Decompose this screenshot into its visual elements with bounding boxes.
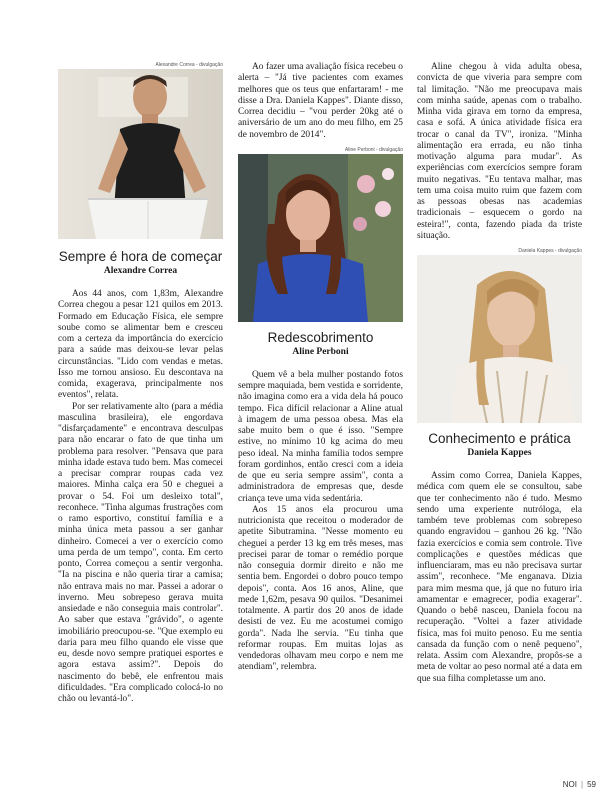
paragraph: Aos 44 anos, com 1,83m, Alexandre Correa chegou a pesar 121 quilos em 2013. Formado em Educação Física, ele sempre soube como se alimentar bem e cresceu com a certeza da importância do exercício para a saúde mas deixou-se levar pelas circunstâncias. "Lido com vendas e metas. Isso me tornou ansioso. Eu descontava na comida, exagerava, principalmente nos eventos", relata. bbox=[58, 289, 223, 401]
paragraph: Quem vê a bela mulher postando fotos sempre maquiada, bem vestida e sorridente, não imagina como era a vida dela há pouco tempo. Fica difícil relacionar a Aline atual à imagem de uma pessoa obesa. Mas ela sabe muito bem o que é isso. "Sempre estive, no mínimo 10 kg acima do meu peso ideal. Na minha família todos sempre foram gordinhos, então cresci com a ideia de que eu seria sempre assim", conta a administradora de empresas que, desde criança teve uma vida sedentária. bbox=[238, 369, 403, 504]
photo-daniela-kappes bbox=[417, 255, 582, 423]
column-3 bbox=[417, 62, 582, 685]
column-2 bbox=[238, 62, 403, 674]
column-1 bbox=[58, 62, 223, 705]
page-footer bbox=[563, 780, 596, 789]
photo-credit: Daniela Kappes - divulgação bbox=[518, 248, 582, 254]
section-title: Redescobrimento bbox=[267, 329, 374, 345]
photo-credit: Aline Perboni - divulgação bbox=[344, 146, 403, 153]
paragraph: Ao fazer uma avaliação física recebeu o alerta – "Já tive pacientes com exames melhores que os teus que enfartaram! - me disse a Dra. Daniela Kappes". Diante disso, Correa decidiu – "vou perder 20kg até o aniversário de um ano do meu filho, em 25 de novembro de 2014". bbox=[238, 62, 403, 140]
photo-alexandre-correa bbox=[58, 69, 223, 239]
photo-aline-perboni bbox=[238, 154, 403, 322]
woman-portrait-illustration bbox=[238, 154, 403, 322]
section-author: Daniela Kappes bbox=[467, 448, 532, 458]
page-number: 59 bbox=[587, 780, 596, 789]
section-title: Sempre é hora de começar bbox=[58, 249, 223, 264]
man-holding-pants-illustration bbox=[58, 69, 223, 239]
paragraph: Aos 15 anos ela procurou uma nutricionista que receitou o moderador de apetite Sibutramina. "Nesse momento eu cheguei a perder 13 kg em três meses, mas precisei parar de tomar o remédio porque não conseguia dormir direito e não me sentia bem. Engordei o dobro pouco tempo depois", conta. Aos 16 anos, Aline, que mede 1,62m, pesava 90 quilos. "Desanimei totalmente. A partir dos 20 anos de idade desisti de vez. Eu me acostumei comigo gorda". Nada lhe servia. "Eu tinha que reformar roupas. Em muitas lojas as vendedoras olhavam meu corpo e nem me atendiam", relembra. bbox=[238, 504, 403, 673]
paragraph: Aline chegou à vida adulta obesa, convicta de que viveria para sempre com tal limitação. "Não me preocupava mais com minha saúde, apenas com o trabalho. Minha vida girava em torno da empresa, casa e sofá. A única atividade física era trocar o canal da TV", ironiza. "Minha alimentação era errada, eu não tinha motivação alguma para mudar". As experiências com exercícios sempre foram muito negativas. "Eu tentava malhar, mas tem uma coisa muito ruim que fazem com as pessoas obesas nas academias tradicionais – esquecem o gordo na esteira!", conta, fazendo piada da triste situação. bbox=[417, 62, 582, 241]
section-author: Alexandre Correa bbox=[103, 266, 178, 276]
woman-smiling-illustration bbox=[417, 255, 582, 423]
section-author: Aline Perboni bbox=[292, 346, 349, 357]
magazine-name: NOI bbox=[562, 780, 578, 789]
section-title: Conhecimento e prática bbox=[428, 431, 571, 446]
photo-credit: Alexandre Correa - divulgação bbox=[155, 62, 223, 68]
footer-separator: | bbox=[581, 780, 584, 789]
paragraph: Assim como Correa, Daniela Kappes, médica com quem ele se consultou, sabe que ter conhecimento não é tudo. Mesmo sendo uma experiente nutróloga, ela também teve problemas com sobrepeso quando engravidou – ganhou 26 kg. "Não fazia exercícios e comia sem controle. Tive complicações e questões médicas que influenciaram, mas eu não precisava surtar assim", reconhece. "Me enganava. Dizia para mim mesma que, já que no futuro iria amamentar e emagrecer, podia exagerar". Quando o bebê nasceu, Daniela focou na recuperação. "Voltei a fazer atividade física, mas foi muito penoso. Eu me sentia cansada da função com o nenê pequeno", relata. Assim com Alexandre, propôs-se a meta de voltar ao peso normal até a data em que sua filha completasse um ano. bbox=[417, 471, 582, 684]
paragraph: Por ser relativamente alto (para a média masculina brasileira), ele engordava "disfarçadamente" e encontrava desculpas para não encarar o fato de que tinha um problema para resolver. "Pensava que para minha idade estava tudo bem. Mas comecei a precisar comprar roupas cada vez maiores. Minha calça era 50 e cheguei a provar o 54. Foi um desleixo total", reconhece. "Tinha algumas frustrações com o ramo esportivo, constituí família e a minha única meta passou a ser ganhar dinheiro. Comecei a ver o exercício como uma perda de um tempo", conta. Em certo ponto, Correa começou a sentir vergonha. "Ia na piscina e não queria tirar a camisa; não entrava mais no mar. Passei a adorar o inverno. Meu sobrepeso gerava muita ansiedade e não conseguia mais controlar". Ao saber que estava "grávido", o agente imobiliário preocupou-se. "Que exemplo eu daria para meu filho quando ele visse que eu, desde novo sempre pratiquei esportes e agora estava assim?". Depois do nascimento do bebê, ele enfrentou mais dificuldades. "Era complicado colocá-lo no chão ou levantá-lo". bbox=[58, 401, 223, 704]
